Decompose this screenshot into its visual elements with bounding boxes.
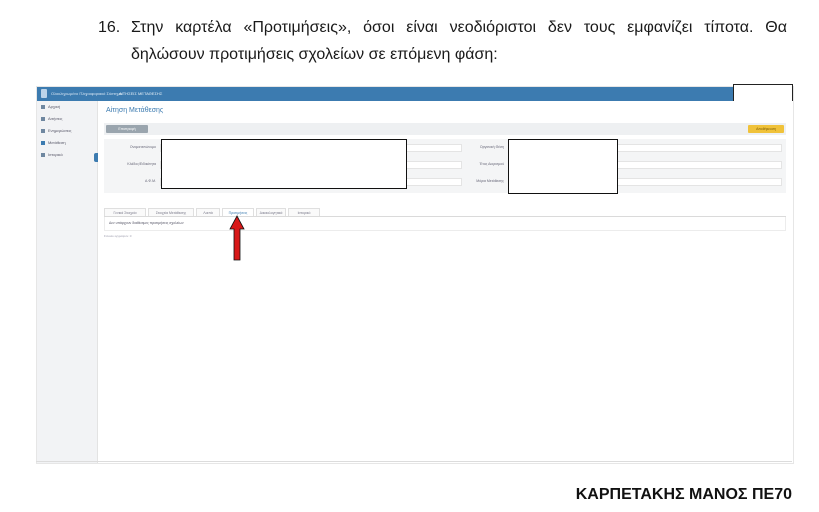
step-text: Στην καρτέλα «Προτιμήσεις», όσοι είναι νεοδιόριστοι δεν τους εμφανίζει τίποτα. Θα δηλώσουν προτιμήσεις σχολείων σε επόμενη φάση:	[131, 19, 787, 63]
toolbar	[104, 123, 786, 135]
app-title: ΑΙΤΗΣΕΙΣ ΜΕΤΑΘΕΣΗΣ	[119, 91, 163, 96]
form-label: Οργανική Θέση	[479, 145, 504, 149]
sidebar-item-applications[interactable]: Αιτήσεις	[41, 115, 62, 123]
form-label: Μόρια Μετάθεσης	[476, 179, 504, 183]
list-icon	[41, 153, 45, 157]
page-title: Αίτηση Μετάθεσης	[106, 107, 164, 114]
user-icon	[41, 117, 45, 121]
redaction-box-right	[508, 139, 618, 194]
folder-icon	[41, 129, 45, 133]
form-label: Έτος Διορισμού	[479, 162, 504, 166]
applicant-form	[104, 139, 786, 193]
home-icon	[41, 105, 45, 109]
back-button[interactable]: Επιστροφή	[106, 125, 148, 133]
tab-general[interactable]: Γενικά Στοιχεία	[104, 208, 146, 216]
embedded-screenshot	[36, 86, 794, 464]
app-sidebar	[37, 101, 98, 463]
page-divider	[36, 461, 792, 462]
tab-other[interactable]: Λοιπά	[196, 208, 220, 216]
refresh-icon	[41, 141, 45, 145]
form-label: Κλάδος/Ειδικότητα	[127, 162, 156, 166]
tab-preferences[interactable]: Προτιμήσεις	[222, 208, 254, 216]
sidebar-item-home[interactable]: Αρχική	[41, 103, 60, 111]
record-count: Σύνολο εγγραφών: 0	[104, 234, 132, 238]
main-content	[98, 101, 793, 463]
author-name: ΚΑΡΠΕΤΑΚΗΣ ΜΑΝΟΣ ΠΕ70	[575, 486, 792, 503]
form-label: Α.Φ.Μ.	[145, 179, 156, 183]
tab-transfer-details[interactable]: Στοιχεία Μετάθεσης	[148, 208, 194, 216]
step-number: 16.	[98, 19, 121, 36]
app-topbar	[37, 87, 793, 101]
app-brand: Ολοκληρωμένο Πληροφοριακό Σύστημα	[51, 91, 123, 96]
red-arrow-up-icon	[230, 216, 244, 260]
form-label: Ονοματεπώνυμο	[129, 145, 156, 149]
sidebar-item-history[interactable]: Ιστορικό	[41, 151, 63, 159]
sidebar-item-updates[interactable]: Ενημερώσεις	[41, 127, 71, 135]
app-logo	[41, 89, 47, 98]
tab-history[interactable]: Ιστορικό	[288, 208, 320, 216]
panel-message: Δεν υπάρχουν διαθέσιμες προτιμήσεις σχολείων	[109, 221, 184, 225]
preferences-panel	[104, 217, 786, 231]
tab-bar	[104, 207, 786, 217]
redaction-box-left	[161, 139, 407, 189]
sidebar-item-transfer[interactable]: Μετάθεση	[41, 139, 66, 147]
tab-documents[interactable]: Δικαιολογητικά	[256, 208, 286, 216]
save-button[interactable]: Αποθήκευση	[748, 125, 784, 133]
